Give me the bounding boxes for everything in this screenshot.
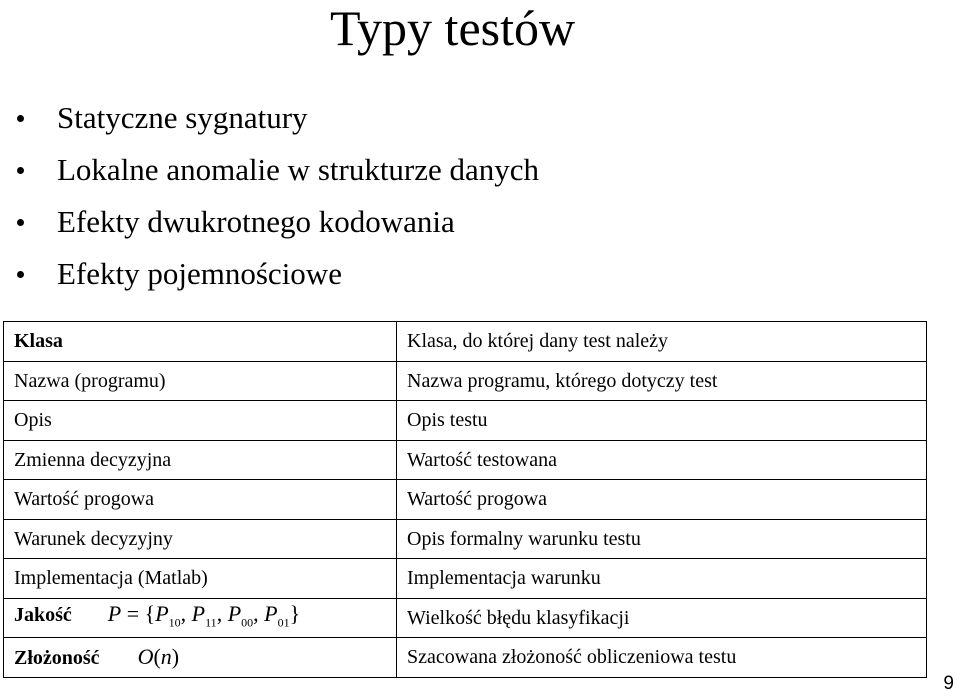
- table-row: [4, 559, 927, 599]
- bullet-dot-icon: [17, 219, 24, 226]
- property-name: Wartość progowa: [4, 480, 397, 520]
- table-row: [4, 480, 927, 520]
- property-name: Nazwa (programu): [4, 361, 397, 401]
- table-row: [4, 361, 927, 401]
- property-description: Nazwa programu, którego dotyczy test: [397, 361, 927, 401]
- test-properties-table: [3, 321, 927, 678]
- bullet-text: Efekty dwukrotnego kodowania: [57, 204, 455, 239]
- property-description: Wartość progowa: [397, 480, 927, 520]
- property-name: Zmienna decyzyjna: [4, 440, 397, 480]
- slide-title: Typy testów: [330, 0, 576, 56]
- property-description: Implementacja warunku: [397, 559, 927, 599]
- property-description: Opis testu: [397, 401, 927, 441]
- bullet-dot-icon: [17, 167, 24, 174]
- page-number: 9: [943, 673, 954, 694]
- property-name-label: Złożoność: [14, 646, 100, 669]
- table-row: [4, 519, 927, 559]
- property-description: Wielkość błędu klasyfikacji: [397, 598, 927, 638]
- property-description: Wartość testowana: [397, 440, 927, 480]
- property-description: Opis formalny warunku testu: [397, 519, 927, 559]
- property-name: Opis: [4, 401, 397, 441]
- property-name: [4, 638, 397, 678]
- property-name: Implementacja (Matlab): [4, 559, 397, 599]
- property-description: Szacowana złożoność obliczeniowa testu: [397, 638, 927, 678]
- bullet-text: Lokalne anomalie w strukturze danych: [57, 152, 540, 187]
- bullet-text: Efekty pojemnościowe: [57, 256, 342, 291]
- table-row: [4, 440, 927, 480]
- property-name: Warunek decyzyjny: [4, 519, 397, 559]
- table-row: [4, 322, 927, 362]
- property-name-label: Jakość: [14, 603, 72, 626]
- complexity-formula: O(n): [137, 643, 180, 669]
- table-row: [4, 638, 927, 678]
- table-row: [4, 598, 927, 638]
- bullet-text: Statyczne sygnatury: [57, 100, 308, 135]
- property-description: Klasa, do której dany test należy: [397, 322, 927, 362]
- property-name: Klasa: [4, 322, 397, 362]
- bullet-dot-icon: [17, 115, 24, 122]
- bullet-dot-icon: [17, 271, 24, 278]
- table-row: [4, 401, 927, 441]
- quality-formula: $P = \{P_{10}$, $P_{11}$, $P_{00}$, $P_{01}$}: [107, 600, 301, 629]
- property-name: [4, 598, 397, 638]
